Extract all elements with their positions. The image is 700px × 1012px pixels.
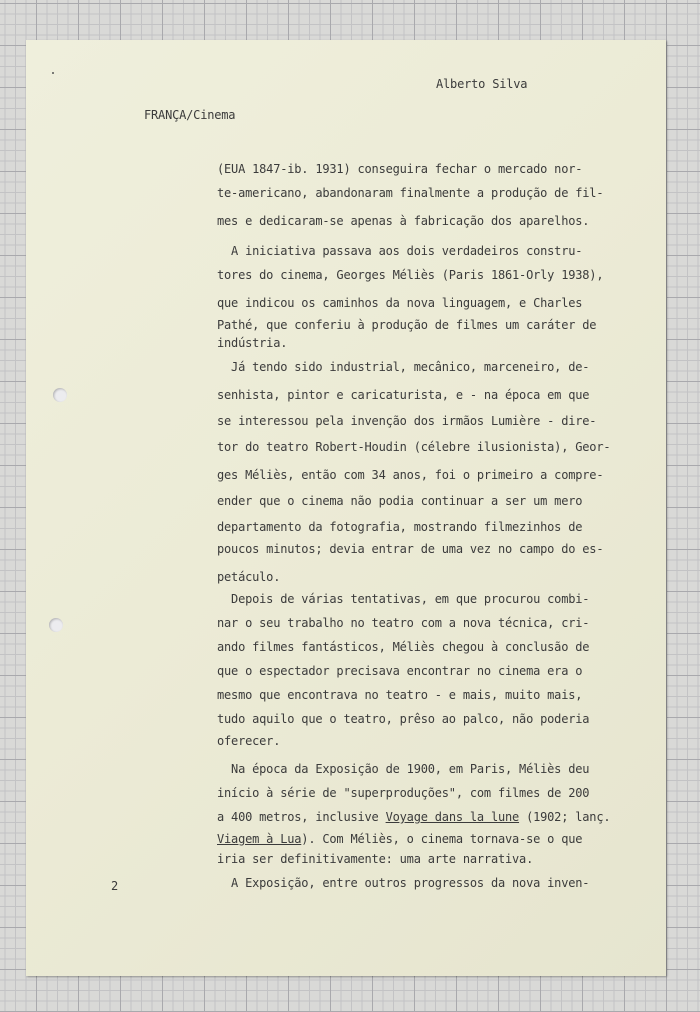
text-line: oferecer. xyxy=(217,734,281,748)
text-line: departamento da fotografia, mostrando filmezinhos de xyxy=(217,520,583,534)
text-line xyxy=(217,810,610,824)
film-title-underlined: Viagem à Lua xyxy=(217,832,302,846)
text-line: ender que o cinema não podia continuar a ser um mero xyxy=(217,494,583,508)
text-line: Já tendo sido industrial, mecânico, marceneiro, de- xyxy=(217,360,590,374)
text-segment: a 400 metros, inclusive xyxy=(217,810,386,824)
text-line xyxy=(217,832,582,846)
text-line: tor do teatro Robert-Houdin (célebre ilusionista), Geor- xyxy=(217,440,611,454)
text-line: Na época da Exposição de 1900, em Paris, Méliès deu xyxy=(217,762,590,776)
text-line: nar o seu trabalho no teatro com a nova técnica, cri- xyxy=(217,616,590,630)
text-line: ges Méliès, então com 34 anos, foi o primeiro a compre- xyxy=(217,468,604,482)
text-line: que o espectador precisava encontrar no cinema era o xyxy=(217,664,583,678)
text-line: mes e dedicaram-se apenas à fabricação dos aparelhos. xyxy=(217,214,590,228)
text-line: início à série de "superproduções", com filmes de 200 xyxy=(217,786,590,800)
text-line: que indicou os caminhos da nova linguagem, e Charles xyxy=(217,296,583,310)
text-line: A iniciativa passava aos dois verdadeiros constru- xyxy=(217,244,583,258)
text-line: Depois de várias tentativas, em que procurou combi- xyxy=(217,592,590,606)
section-heading: FRANÇA/Cinema xyxy=(144,108,236,122)
text-line: ando filmes fantásticos, Méliès chegou à conclusão de xyxy=(217,640,590,654)
text-line: petáculo. xyxy=(217,570,281,584)
page-number: 2 xyxy=(111,879,119,893)
text-line: Pathé, que conferiu à produção de filmes um caráter de xyxy=(217,318,597,332)
text-segment: ). Com Méliès, o cinema tornava-se o que xyxy=(301,832,583,846)
film-title-underlined: Voyage dans la lune xyxy=(385,810,520,824)
text-segment: (1902; lanç. xyxy=(519,810,611,824)
text-line: (EUA 1847-ib. 1931) conseguira fechar o mercado nor- xyxy=(217,162,583,176)
text-line: tudo aquilo que o teatro, prêso ao palco, não poderia xyxy=(217,712,590,726)
text-line: te-americano, abandonaram finalmente a produção de fil- xyxy=(217,186,604,200)
text-line: se interessou pela invenção dos irmãos Lumière - dire- xyxy=(217,414,597,428)
text-line: poucos minutos; devia entrar de uma vez no campo do es- xyxy=(217,542,604,556)
author-name: Alberto Silva xyxy=(436,77,528,91)
text-line: mesmo que encontrava no teatro - e mais, muito mais, xyxy=(217,688,583,702)
text-line: senhista, pintor e caricaturista, e - na época em que xyxy=(217,388,590,402)
text-line: A Exposição, entre outros progressos da nova inven- xyxy=(217,876,590,890)
text-line: iria ser definitivamente: uma arte narrativa. xyxy=(217,852,534,866)
text-line: tores do cinema, Georges Méliès (Paris 1861-Orly 1938), xyxy=(217,268,604,282)
text-line: indústria. xyxy=(217,336,288,350)
